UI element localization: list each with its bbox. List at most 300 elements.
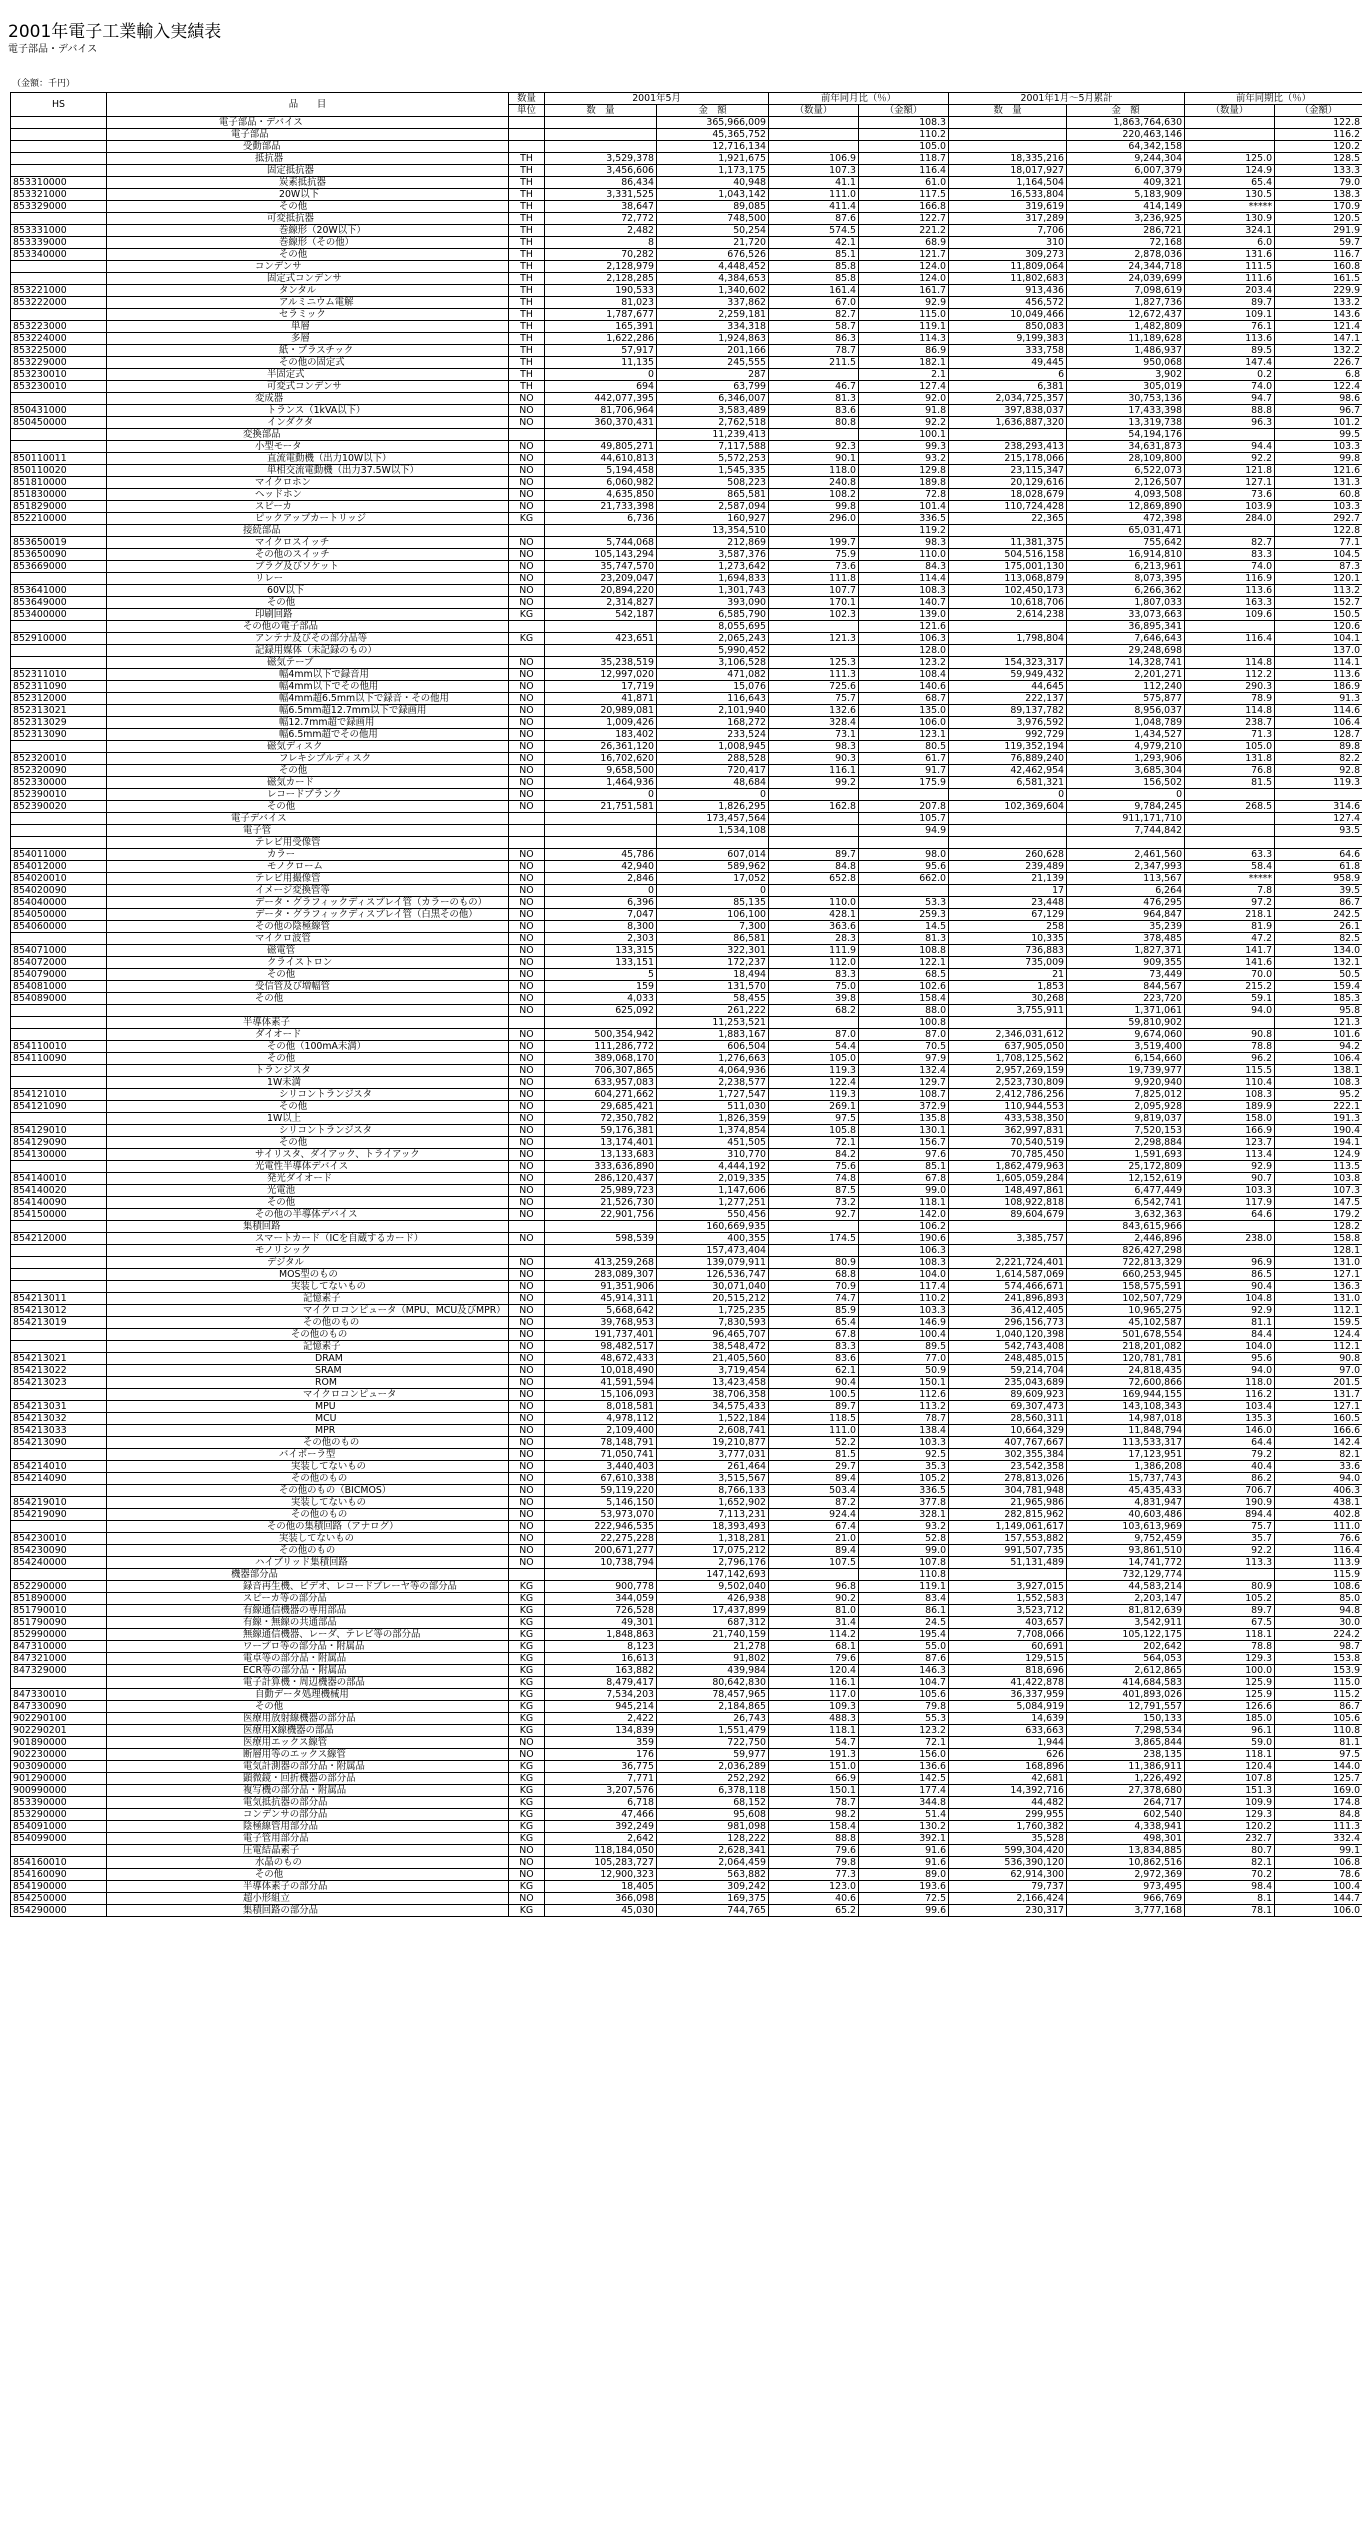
ytd-amount-yoy-cell: 152.7 xyxy=(1275,597,1362,609)
ytd-amount-yoy-cell: 127.1 xyxy=(1275,1269,1362,1281)
ytd-qty-cell: 36,412,405 xyxy=(949,1305,1067,1317)
table-row xyxy=(11,513,1363,525)
unit-cell: TH xyxy=(509,249,545,261)
hs-code-cell: 853331000 xyxy=(11,225,107,237)
unit-cell: NO xyxy=(509,1557,545,1569)
item-name-cell: テレビ用撮像管 xyxy=(107,873,509,885)
month-amount-cell: 720,417 xyxy=(657,765,769,777)
table-row xyxy=(11,609,1363,621)
month-qty-yoy-cell: 503.4 xyxy=(769,1485,859,1497)
hs-code-cell: 853329000 xyxy=(11,201,107,213)
month-qty-yoy-cell: 89.4 xyxy=(769,1473,859,1485)
unit-cell: NO xyxy=(509,993,545,1005)
item-name-cell: その他 xyxy=(107,201,509,213)
month-qty-cell: 7,047 xyxy=(545,909,657,921)
month-qty-yoy-cell: 170.1 xyxy=(769,597,859,609)
month-qty-yoy-cell: 92.7 xyxy=(769,1209,859,1221)
ytd-qty-yoy-cell: 112.2 xyxy=(1185,669,1275,681)
table-row xyxy=(11,1641,1363,1653)
table-row xyxy=(11,1101,1363,1113)
table-row xyxy=(11,129,1363,141)
month-amount-yoy-cell: 91.6 xyxy=(859,1857,949,1869)
ytd-qty-yoy-cell: 96.3 xyxy=(1185,417,1275,429)
unit-cell: NO xyxy=(509,441,545,453)
month-qty-cell: 0 xyxy=(545,885,657,897)
item-name-cell: 集積回路の部分品 xyxy=(107,1905,509,1917)
ytd-qty-yoy-cell: 92.9 xyxy=(1185,1161,1275,1173)
item-name-cell: サイリスタ、ダイアック、トライアック xyxy=(107,1149,509,1161)
hs-code-cell: 847310000 xyxy=(11,1641,107,1653)
month-amount-yoy-cell: 106.2 xyxy=(859,1221,949,1233)
unit-cell: NO xyxy=(509,969,545,981)
month-qty-yoy-cell: 81.5 xyxy=(769,1449,859,1461)
ytd-qty-cell: 113,068,879 xyxy=(949,573,1067,585)
month-amount-cell: 95,608 xyxy=(657,1809,769,1821)
month-qty-yoy-cell: 109.3 xyxy=(769,1701,859,1713)
hs-code-cell xyxy=(11,1257,107,1269)
ytd-amount-cell: 1,591,693 xyxy=(1067,1149,1185,1161)
month-amount-yoy-cell: 118.7 xyxy=(859,153,949,165)
ytd-amount-yoy-cell: 92.8 xyxy=(1275,765,1362,777)
ytd-qty-yoy-cell: 284.0 xyxy=(1185,513,1275,525)
ytd-qty-yoy-cell: 81.5 xyxy=(1185,777,1275,789)
month-amount-yoy-cell: 130.1 xyxy=(859,1125,949,1137)
ytd-qty-cell: 129,515 xyxy=(949,1653,1067,1665)
month-amount-yoy-cell: 146.9 xyxy=(859,1317,949,1329)
month-qty-cell: 200,671,277 xyxy=(545,1545,657,1557)
ytd-amount-cell: 909,355 xyxy=(1067,957,1185,969)
item-name-cell: 直流電動機（出力10W以下） xyxy=(107,453,509,465)
month-amount-cell: 48,684 xyxy=(657,777,769,789)
month-amount-cell: 63,799 xyxy=(657,381,769,393)
month-amount-cell: 172,237 xyxy=(657,957,769,969)
month-amount-cell: 1,545,335 xyxy=(657,465,769,477)
table-row xyxy=(11,1521,1363,1533)
table-header xyxy=(11,93,1363,117)
unit-cell xyxy=(509,1221,545,1233)
unit-cell: TH xyxy=(509,165,545,177)
month-qty-yoy-cell: 119.3 xyxy=(769,1065,859,1077)
ytd-qty-yoy-cell: 116.4 xyxy=(1185,633,1275,645)
ytd-qty-yoy-cell: 90.4 xyxy=(1185,1281,1275,1293)
ytd-qty-yoy-cell: 64.6 xyxy=(1185,1209,1275,1221)
month-qty-yoy-cell xyxy=(769,645,859,657)
ytd-amount-cell: 9,674,060 xyxy=(1067,1029,1185,1041)
ytd-qty-cell: 309,273 xyxy=(949,249,1067,261)
item-name-cell: 実装してないもの xyxy=(107,1533,509,1545)
month-amount-yoy-cell: 80.5 xyxy=(859,741,949,753)
table-row xyxy=(11,153,1363,165)
table-row xyxy=(11,1797,1363,1809)
ytd-qty-yoy-cell: 94.4 xyxy=(1185,441,1275,453)
ytd-qty-cell: 319,619 xyxy=(949,201,1067,213)
month-qty-yoy-cell: 363.6 xyxy=(769,921,859,933)
month-qty-cell: 5 xyxy=(545,969,657,981)
item-name-cell: 単相交流電動機（出力37.5W以下） xyxy=(107,465,509,477)
month-qty-cell: 598,539 xyxy=(545,1233,657,1245)
ytd-amount-yoy-cell: 97.0 xyxy=(1275,1365,1362,1377)
month-amount-cell: 6,346,007 xyxy=(657,393,769,405)
ytd-amount-cell: 27,378,680 xyxy=(1067,1785,1185,1797)
item-name-cell: その他 xyxy=(107,1197,509,1209)
ytd-amount-yoy-cell: 169.0 xyxy=(1275,1785,1362,1797)
month-amount-cell: 1,924,863 xyxy=(657,333,769,345)
unit-cell xyxy=(509,813,545,825)
ytd-qty-cell: 175,001,130 xyxy=(949,561,1067,573)
ytd-qty-cell: 10,049,466 xyxy=(949,309,1067,321)
month-amount-yoy-cell: 2.1 xyxy=(859,369,949,381)
month-amount-cell: 337,862 xyxy=(657,297,769,309)
month-qty-cell: 2,109,400 xyxy=(545,1425,657,1437)
month-qty-yoy-cell xyxy=(769,621,859,633)
month-amount-cell: 15,076 xyxy=(657,681,769,693)
ytd-qty-yoy-cell: 105.2 xyxy=(1185,1593,1275,1605)
month-qty-cell: 39,768,953 xyxy=(545,1317,657,1329)
month-amount-yoy-cell: 124.0 xyxy=(859,273,949,285)
hs-code-cell: 903090000 xyxy=(11,1761,107,1773)
month-amount-yoy-cell: 92.0 xyxy=(859,393,949,405)
ytd-qty-yoy-cell xyxy=(1185,525,1275,537)
ytd-qty-yoy-cell: 894.4 xyxy=(1185,1509,1275,1521)
ytd-qty-cell: 70,540,519 xyxy=(949,1137,1067,1149)
item-name-cell: 医療用エックス線管 xyxy=(107,1737,509,1749)
month-amount-yoy-cell: 150.1 xyxy=(859,1377,949,1389)
ytd-amount-cell: 9,819,037 xyxy=(1067,1113,1185,1125)
ytd-amount-yoy-cell: 142.4 xyxy=(1275,1437,1362,1449)
ytd-amount-yoy-cell: 127.1 xyxy=(1275,1401,1362,1413)
table-row xyxy=(11,1413,1363,1425)
item-name-cell: その他の固定式 xyxy=(107,357,509,369)
month-qty-cell: 59,176,381 xyxy=(545,1125,657,1137)
ytd-qty-cell: 23,115,347 xyxy=(949,465,1067,477)
month-amount-yoy-cell: 113.2 xyxy=(859,1401,949,1413)
month-qty-cell: 91,351,906 xyxy=(545,1281,657,1293)
unit-cell: KG xyxy=(509,1725,545,1737)
unit-cell: NO xyxy=(509,1425,545,1437)
unit-cell: NO xyxy=(509,501,545,513)
ytd-qty-cell: 403,657 xyxy=(949,1617,1067,1629)
table-row xyxy=(11,885,1363,897)
ytd-qty-cell: 6,581,321 xyxy=(949,777,1067,789)
month-qty-cell: 21,733,398 xyxy=(545,501,657,513)
month-amount-yoy-cell: 79.8 xyxy=(859,1701,949,1713)
ytd-qty-cell: 1,708,125,562 xyxy=(949,1053,1067,1065)
item-name-cell: 記憶素子 xyxy=(107,1341,509,1353)
month-amount-cell: 7,117,588 xyxy=(657,441,769,453)
unit-cell: NO xyxy=(509,981,545,993)
month-amount-yoy-cell: 189.8 xyxy=(859,477,949,489)
unit-cell: NO xyxy=(509,1041,545,1053)
month-amount-yoy-cell: 129.8 xyxy=(859,465,949,477)
ytd-qty-yoy-cell: 71.3 xyxy=(1185,729,1275,741)
month-amount-yoy-cell: 99.0 xyxy=(859,1185,949,1197)
month-qty-cell: 81,023 xyxy=(545,297,657,309)
unit-cell: NO xyxy=(509,1173,545,1185)
ytd-qty-cell: 79,737 xyxy=(949,1881,1067,1893)
month-qty-cell: 3,529,378 xyxy=(545,153,657,165)
table-row xyxy=(11,381,1363,393)
month-qty-cell: 26,361,120 xyxy=(545,741,657,753)
month-amount-cell: 4,384,653 xyxy=(657,273,769,285)
ytd-amount-yoy-cell: 115.0 xyxy=(1275,1677,1362,1689)
month-qty-cell: 41,871 xyxy=(545,693,657,705)
ytd-amount-cell: 40,603,486 xyxy=(1067,1509,1185,1521)
table-row xyxy=(11,801,1363,813)
month-amount-yoy-cell: 344.8 xyxy=(859,1797,949,1809)
month-qty-yoy-cell: 85.8 xyxy=(769,273,859,285)
item-name-cell: トランス（1kVA以下） xyxy=(107,405,509,417)
unit-cell: NO xyxy=(509,873,545,885)
hs-code-cell xyxy=(11,525,107,537)
month-amount-cell: 4,064,936 xyxy=(657,1065,769,1077)
month-amount-cell: 550,456 xyxy=(657,1209,769,1221)
item-name-cell: 炭素抵抗器 xyxy=(107,177,509,189)
month-amount-yoy-cell: 156.0 xyxy=(859,1749,949,1761)
month-qty-cell: 413,259,268 xyxy=(545,1257,657,1269)
month-qty-yoy-cell: 67.8 xyxy=(769,1329,859,1341)
month-qty-yoy-cell: 84.2 xyxy=(769,1149,859,1161)
ytd-qty-yoy-cell xyxy=(1185,813,1275,825)
month-qty-cell: 98,482,517 xyxy=(545,1341,657,1353)
ytd-amount-yoy-cell: 87.3 xyxy=(1275,561,1362,573)
ytd-amount-cell: 1,434,527 xyxy=(1067,729,1185,741)
month-amount-yoy-cell: 92.9 xyxy=(859,297,949,309)
month-qty-cell xyxy=(545,117,657,129)
month-amount-cell: 131,570 xyxy=(657,981,769,993)
table-row xyxy=(11,645,1363,657)
ytd-qty-yoy-cell: ***** xyxy=(1185,201,1275,213)
unit-cell: NO xyxy=(509,1401,545,1413)
hs-code-cell: 853400000 xyxy=(11,609,107,621)
ytd-amount-yoy-cell: 103.8 xyxy=(1275,1173,1362,1185)
table-row xyxy=(11,189,1363,201)
ytd-qty-yoy-cell: 121.8 xyxy=(1185,465,1275,477)
item-name-cell: 巻線形（20W以下） xyxy=(107,225,509,237)
month-qty-yoy-cell: 87.5 xyxy=(769,1185,859,1197)
ytd-amount-cell: 7,298,534 xyxy=(1067,1725,1185,1737)
ytd-qty-cell: 3,927,015 xyxy=(949,1581,1067,1593)
month-qty-cell: 694 xyxy=(545,381,657,393)
hs-code-cell: 854214090 xyxy=(11,1473,107,1485)
month-qty-yoy-cell: 102.3 xyxy=(769,609,859,621)
table-row xyxy=(11,1305,1363,1317)
ytd-qty-cell: 11,381,375 xyxy=(949,537,1067,549)
unit-cell: NO xyxy=(509,537,545,549)
ytd-qty-yoy-cell: 82.1 xyxy=(1185,1857,1275,1869)
ytd-amount-cell: 1,863,764,630 xyxy=(1067,117,1185,129)
item-name-cell: その他のスイッチ xyxy=(107,549,509,561)
month-amount-cell: 6,378,118 xyxy=(657,1785,769,1797)
hs-code-cell: 852313029 xyxy=(11,717,107,729)
ytd-qty-cell: 735,009 xyxy=(949,957,1067,969)
month-qty-yoy-cell: 83.6 xyxy=(769,405,859,417)
table-row xyxy=(11,957,1363,969)
ytd-amount-cell: 150,133 xyxy=(1067,1713,1185,1725)
month-amount-yoy-cell: 123.2 xyxy=(859,657,949,669)
unit-cell: NO xyxy=(509,1197,545,1209)
month-qty-yoy-cell: 90.3 xyxy=(769,753,859,765)
ytd-amount-cell: 6,477,449 xyxy=(1067,1185,1185,1197)
unit-cell: NO xyxy=(509,1353,545,1365)
month-amount-yoy-cell: 70.5 xyxy=(859,1041,949,1053)
hs-code-cell: 852910000 xyxy=(11,633,107,645)
ytd-qty-yoy-cell: 125.9 xyxy=(1185,1689,1275,1701)
unit-cell: NO xyxy=(509,477,545,489)
ytd-amount-cell: 120,781,781 xyxy=(1067,1353,1185,1365)
item-name-cell: 1W以上 xyxy=(107,1113,509,1125)
item-name-cell: 電子管用部分品 xyxy=(107,1833,509,1845)
month-amount-cell: 3,587,376 xyxy=(657,549,769,561)
unit-cell: KG xyxy=(509,1761,545,1773)
ytd-qty-cell: 9,199,383 xyxy=(949,333,1067,345)
ytd-amount-yoy-cell: 106.4 xyxy=(1275,717,1362,729)
ytd-qty-cell: 362,997,831 xyxy=(949,1125,1067,1137)
month-qty-yoy-cell: 75.0 xyxy=(769,981,859,993)
ytd-qty-cell xyxy=(949,813,1067,825)
month-qty-cell: 57,917 xyxy=(545,345,657,357)
month-amount-cell: 5,572,253 xyxy=(657,453,769,465)
ytd-amount-yoy-cell: 153.8 xyxy=(1275,1653,1362,1665)
table-row xyxy=(11,681,1363,693)
ytd-qty-cell: 89,609,923 xyxy=(949,1389,1067,1401)
month-amount-cell: 865,581 xyxy=(657,489,769,501)
item-name-cell: 顕微鏡・回折機器の部分品 xyxy=(107,1773,509,1785)
month-qty-yoy-cell: 150.1 xyxy=(769,1785,859,1797)
item-name-cell: 受信管及び増幅管 xyxy=(107,981,509,993)
table-row xyxy=(11,1569,1363,1581)
hs-code-cell xyxy=(11,1677,107,1689)
month-qty-yoy-cell: 411.4 xyxy=(769,201,859,213)
month-qty-cell: 18,405 xyxy=(545,1881,657,1893)
hs-code-cell: 902290100 xyxy=(11,1713,107,1725)
hs-code-cell: 854130000 xyxy=(11,1149,107,1161)
month-amount-yoy-cell: 97.9 xyxy=(859,1053,949,1065)
month-amount-cell: 606,504 xyxy=(657,1041,769,1053)
unit-cell: NO xyxy=(509,1137,545,1149)
ytd-qty-cell: 1,760,382 xyxy=(949,1821,1067,1833)
ytd-amount-yoy-cell: 159.4 xyxy=(1275,981,1362,993)
hs-code-cell: 854160090 xyxy=(11,1869,107,1881)
table-row xyxy=(11,1701,1363,1713)
month-amount-cell: 20,515,212 xyxy=(657,1293,769,1305)
item-name-cell: 幅4mm以下でその他用 xyxy=(107,681,509,693)
ytd-amount-cell: 2,446,896 xyxy=(1067,1233,1185,1245)
month-qty-yoy-cell: 90.4 xyxy=(769,1377,859,1389)
month-amount-cell: 508,223 xyxy=(657,477,769,489)
month-qty-yoy-cell: 158.4 xyxy=(769,1821,859,1833)
table-row xyxy=(11,1677,1363,1689)
month-qty-cell: 6,060,982 xyxy=(545,477,657,489)
ytd-qty-yoy-cell: 111.5 xyxy=(1185,261,1275,273)
ytd-amount-cell: 472,398 xyxy=(1067,513,1185,525)
month-qty-cell: 4,635,850 xyxy=(545,489,657,501)
ytd-amount-yoy-cell: 115.2 xyxy=(1275,1689,1362,1701)
item-name-cell: 医療用放射線機器の部分品 xyxy=(107,1713,509,1725)
month-amount-cell: 1,273,642 xyxy=(657,561,769,573)
ytd-amount-cell: 45,435,433 xyxy=(1067,1485,1185,1497)
item-name-cell: ピックアップカートリッジ xyxy=(107,513,509,525)
item-name-cell xyxy=(107,1005,509,1017)
unit-cell: NO xyxy=(509,597,545,609)
month-qty-yoy-cell: 116.1 xyxy=(769,765,859,777)
ytd-qty-yoy-cell: 123.7 xyxy=(1185,1137,1275,1149)
ytd-qty-yoy-cell: 6.0 xyxy=(1185,237,1275,249)
month-qty-yoy-cell: 111.8 xyxy=(769,573,859,585)
item-name-cell: その他のもの xyxy=(107,1329,509,1341)
month-qty-yoy-cell: 100.5 xyxy=(769,1389,859,1401)
month-amount-yoy-cell: 103.3 xyxy=(859,1305,949,1317)
month-qty-cell: 625,092 xyxy=(545,1005,657,1017)
month-qty-cell: 8,018,581 xyxy=(545,1401,657,1413)
ytd-amount-cell: 64,342,158 xyxy=(1067,141,1185,153)
hs-code-cell: 854219010 xyxy=(11,1497,107,1509)
month-qty-cell: 105,143,294 xyxy=(545,549,657,561)
item-name-cell: マイクロ波管 xyxy=(107,933,509,945)
item-name-cell: ヘッドホン xyxy=(107,489,509,501)
ytd-qty-yoy-cell: 64.4 xyxy=(1185,1437,1275,1449)
unit-cell xyxy=(509,1569,545,1581)
ytd-amount-cell: 238,135 xyxy=(1067,1749,1185,1761)
month-qty-cell: 11,135 xyxy=(545,357,657,369)
month-amount-yoy-cell: 88.0 xyxy=(859,1005,949,1017)
unit-cell: NO xyxy=(509,1209,545,1221)
ytd-amount-yoy-cell: 406.3 xyxy=(1275,1485,1362,1497)
table-row xyxy=(11,1737,1363,1749)
ytd-amount-yoy-cell: 95.8 xyxy=(1275,1005,1362,1017)
ytd-amount-cell: 4,979,210 xyxy=(1067,741,1185,753)
month-qty-yoy-cell: 96.8 xyxy=(769,1581,859,1593)
ytd-qty-yoy-cell: 238.0 xyxy=(1185,1233,1275,1245)
unit-cell: NO xyxy=(509,741,545,753)
unit-cell: NO xyxy=(509,1509,545,1521)
ytd-amount-yoy-cell: 121.6 xyxy=(1275,465,1362,477)
ytd-amount-yoy-cell: 86.7 xyxy=(1275,897,1362,909)
unit-cell: NO xyxy=(509,1461,545,1473)
ytd-amount-cell: 2,298,884 xyxy=(1067,1137,1185,1149)
ytd-qty-cell xyxy=(949,1017,1067,1029)
item-name-cell: スピーカ等の部分品 xyxy=(107,1593,509,1605)
unit-cell xyxy=(509,141,545,153)
ytd-qty-yoy-cell: 88.8 xyxy=(1185,405,1275,417)
month-qty-yoy-cell xyxy=(769,1245,859,1257)
month-amount-cell: 147,142,693 xyxy=(657,1569,769,1581)
ytd-amount-yoy-cell: 76.6 xyxy=(1275,1533,1362,1545)
ytd-qty-cell: 222,137 xyxy=(949,693,1067,705)
table-row xyxy=(11,1329,1363,1341)
ytd-qty-cell: 1,605,059,284 xyxy=(949,1173,1067,1185)
ytd-amount-cell: 10,965,275 xyxy=(1067,1305,1185,1317)
ytd-qty-cell: 633,663 xyxy=(949,1725,1067,1737)
ytd-amount-yoy-cell: 125.7 xyxy=(1275,1773,1362,1785)
item-name-cell: その他のもの xyxy=(107,1437,509,1449)
month-amount-cell: 334,318 xyxy=(657,321,769,333)
unit-cell: NO xyxy=(509,657,545,669)
month-amount-yoy-cell: 99.0 xyxy=(859,1545,949,1557)
ytd-amount-yoy-cell: 114.6 xyxy=(1275,705,1362,717)
ytd-qty-yoy-cell: 111.6 xyxy=(1185,273,1275,285)
ytd-amount-yoy-cell: 94.8 xyxy=(1275,1605,1362,1617)
month-amount-yoy-cell: 139.0 xyxy=(859,609,949,621)
month-qty-cell: 133,315 xyxy=(545,945,657,957)
ytd-amount-yoy-cell: 111.0 xyxy=(1275,1521,1362,1533)
month-amount-yoy-cell: 135.0 xyxy=(859,705,949,717)
ytd-amount-yoy-cell: 160.5 xyxy=(1275,1413,1362,1425)
table-row xyxy=(11,537,1363,549)
unit-cell: NO xyxy=(509,777,545,789)
ytd-amount-yoy-cell: 128.1 xyxy=(1275,1245,1362,1257)
table-row xyxy=(11,357,1363,369)
ytd-qty-cell xyxy=(949,1221,1067,1233)
